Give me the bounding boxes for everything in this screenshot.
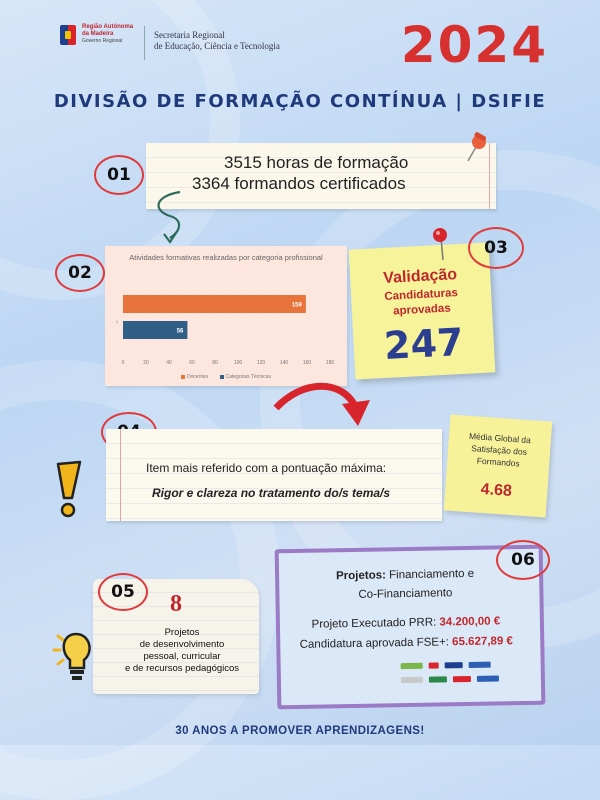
secretaria-line1: Secretaria Regional [154,30,225,40]
projects-label: Projetos: [335,569,386,583]
section-number-06: 06 [496,540,550,580]
data-label: 56 [176,328,184,335]
prr-line [280,615,532,631]
curly-arrow-icon [150,190,190,246]
x-tick-label: 180 [325,360,335,366]
validation-value: 247 [382,319,465,369]
projects-line1: Projetos [164,627,200,638]
projects-line [279,567,531,583]
hours-text: 3515 horas de formação [224,153,409,172]
section-number-03: 03 [468,227,524,269]
republica-logo-icon [445,662,463,668]
projects-text2: Co-Financiamento [358,587,453,601]
x-tick-label: 0 [121,360,125,366]
item-value: Rigor e clareza no tratamento do/s tema/s [152,486,391,500]
projects-line2: de desenvolvimento [139,639,225,650]
eu2-logo-icon [477,675,499,681]
fse-label: Candidatura aprovada FSE+: [299,636,450,651]
x-tick-label: 140 [279,360,289,366]
validation-subtitle [351,284,492,321]
logo-line1: Região Autónoma [82,24,134,30]
item-label: Item mais referido com a pontuação máxima: [146,461,387,475]
prr-label: Projeto Executado PRR: [311,616,437,631]
section-number-02: 02 [55,254,105,292]
exclamation-icon [50,460,90,520]
x-tick-label: 120 [256,360,266,366]
x-tick-label: 80 [212,360,218,366]
projects-count: 8 [170,591,182,617]
trainees-text: 3364 formandos certificados [192,174,406,193]
logo [60,24,133,45]
x-tick-label: 60 [189,360,195,366]
year: 2024 [400,16,548,74]
section-number-01: 01 [94,155,144,195]
pushpin-icon [460,131,490,167]
subtitle-line1: Candidaturas [384,287,459,303]
header-divider [144,26,145,60]
satisfaction-line3: Formandos [476,455,521,469]
satisfaction-label [451,429,547,471]
projects-line3: pessoal, curricular [143,651,221,662]
logo-sub: Governo Regional [82,38,123,44]
page-title: DIVISÃO DE FORMAÇÃO CONTÍNUA | DSIFIE [53,91,547,112]
sticky-note-03 [349,242,496,379]
fse-line [280,635,532,651]
sticky-note-04 [444,415,552,518]
validation-title: Validação [382,266,458,287]
x-tick-label: 160 [302,360,312,366]
satisfaction-line1: Média Global da [468,430,532,446]
cofinancing-logo-icon [401,677,423,683]
chart-panel [105,246,347,386]
portugal2030-logo-icon [453,676,471,682]
x-tick-label: 20 [143,360,149,366]
prr-logo-icon [401,663,423,669]
madeira2030-logo-icon [429,676,447,682]
pushpin-icon [430,226,452,262]
projects-description [107,627,257,675]
chart-title: Atividades formativas realizadas por categoria profissional [129,253,323,262]
note-04 [106,429,442,521]
category-label: 1 [115,319,119,324]
bar-chart [105,246,347,374]
projects-line4: e de recursos pedagógicos [124,663,240,674]
satisfaction-value: 4.68 [480,480,513,501]
eu-logo-icon [469,662,491,668]
note-01 [146,143,496,209]
data-label: 159 [291,302,302,309]
section-number-05: 05 [98,573,148,611]
secretaria [154,30,280,52]
lightbulb-icon [52,622,98,686]
fse-value: 65.627,89 € [452,635,513,649]
projects-text: Financiamento e [388,567,475,582]
logo-line2: da Madeira [82,31,114,37]
x-tick-label: 40 [166,360,172,366]
footer-slogan: 30 ANOS A PROMOVER APRENDIZAGENS! [175,725,425,737]
crest-icon [60,25,76,45]
secretaria-line2: de Educação, Ciência e Tecnologia [154,41,280,51]
subtitle-line2: aprovadas [392,302,451,318]
madeira-logo-icon [429,663,439,669]
satisfaction-line2: Satisfação dos [470,443,528,457]
x-tick-label: 100 [233,360,243,366]
prr-value: 34.200,00 € [439,615,501,629]
legend-item-docentes: Docentes [181,374,208,380]
curved-arrow-icon [272,378,372,434]
legend-item-categorias: Categorias Técnicas [220,374,272,380]
bar-docentes [123,295,306,313]
